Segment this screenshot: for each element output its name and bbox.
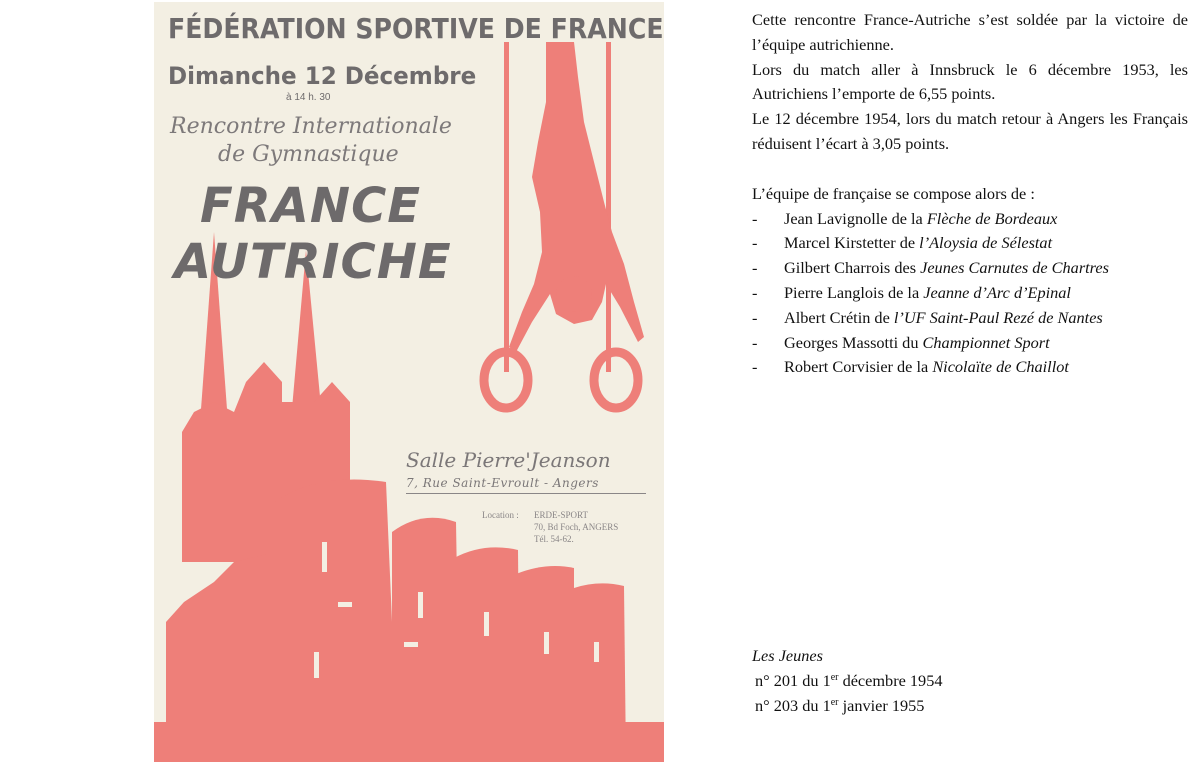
poster-ground	[154, 722, 664, 762]
list-item: - Robert Corvisier de la Nicolaïte de Chaillot	[752, 357, 1069, 377]
list-item: - Gilbert Charrois des Jeunes Carnutes de Chartres	[752, 258, 1109, 278]
list-item: - Pierre Langlois de la Jeanne d’Arc d’Epinal	[752, 282, 1071, 302]
poster-location-label: Location :	[482, 510, 519, 520]
team-list	[752, 207, 1188, 381]
list-item: - Marcel Kirstetter de l’Aloysia de Sélestat	[752, 233, 1053, 253]
ring-right	[594, 352, 638, 408]
list-item: - Albert Crétin de l’UF Saint-Paul Rezé de Nantes	[752, 307, 1103, 327]
poster-event-line1: Rencontre Internationale	[170, 114, 452, 139]
poster-venue: Salle Pierre'Jeanson	[406, 448, 611, 472]
poster-team2: AUTRICHE	[174, 234, 452, 290]
poster-location-name: ERDE-SPORT	[534, 510, 588, 520]
source-title: Les Jeunes	[752, 646, 823, 665]
gymnastics-poster	[154, 2, 664, 762]
team-intro: L’équipe de française se compose alors de :	[752, 183, 1035, 203]
source-issue-2: n° 203 du 1er janvier 1955	[755, 695, 925, 715]
poster-address: 7, Rue Saint-Evroult - Angers	[406, 476, 599, 490]
list-item: - Jean Lavignolle de la Flèche de Bordeaux	[752, 208, 1058, 228]
poster-event-line2: de Gymnastique	[218, 142, 399, 167]
poster-organization: FÉDÉRATION SPORTIVE DE FRANCE	[168, 12, 664, 45]
ring-cord-right	[606, 42, 611, 372]
poster-team1: FRANCE	[200, 178, 422, 234]
poster-address-underline	[406, 493, 646, 494]
article-text	[752, 8, 1188, 380]
poster-date: Dimanche 12 Décembre	[168, 62, 477, 90]
gymnast-head	[556, 276, 592, 312]
poster-location-address: 70, Bd Foch, ANGERS	[534, 522, 619, 532]
poster-time: à 14 h. 30	[286, 92, 331, 103]
ring-cord-left	[504, 42, 509, 372]
paragraph-result: Cette rencontre France-Autriche s’est soldée par la victoire de l’équipe autrichienne.	[752, 10, 1188, 54]
castle-tower-1	[274, 480, 398, 763]
source-reference	[752, 644, 942, 718]
source-issue-1: n° 201 du 1er décembre 1954	[755, 670, 943, 690]
paragraph-return-leg: Le 12 décembre 1954, lors du match retour à Angers les Français réduisent l’écart à 3,05 points.	[752, 109, 1188, 153]
poster-location-phone: Tél. 54-62.	[534, 534, 574, 544]
list-item: - Georges Massotti du Championnet Sport	[752, 332, 1050, 352]
paragraph-first-leg: Lors du match aller à Innsbruck le 6 décembre 1953, les Autrichiens l’emporte de 6,55 points.	[752, 59, 1188, 104]
paragraph-gap	[752, 157, 1188, 182]
